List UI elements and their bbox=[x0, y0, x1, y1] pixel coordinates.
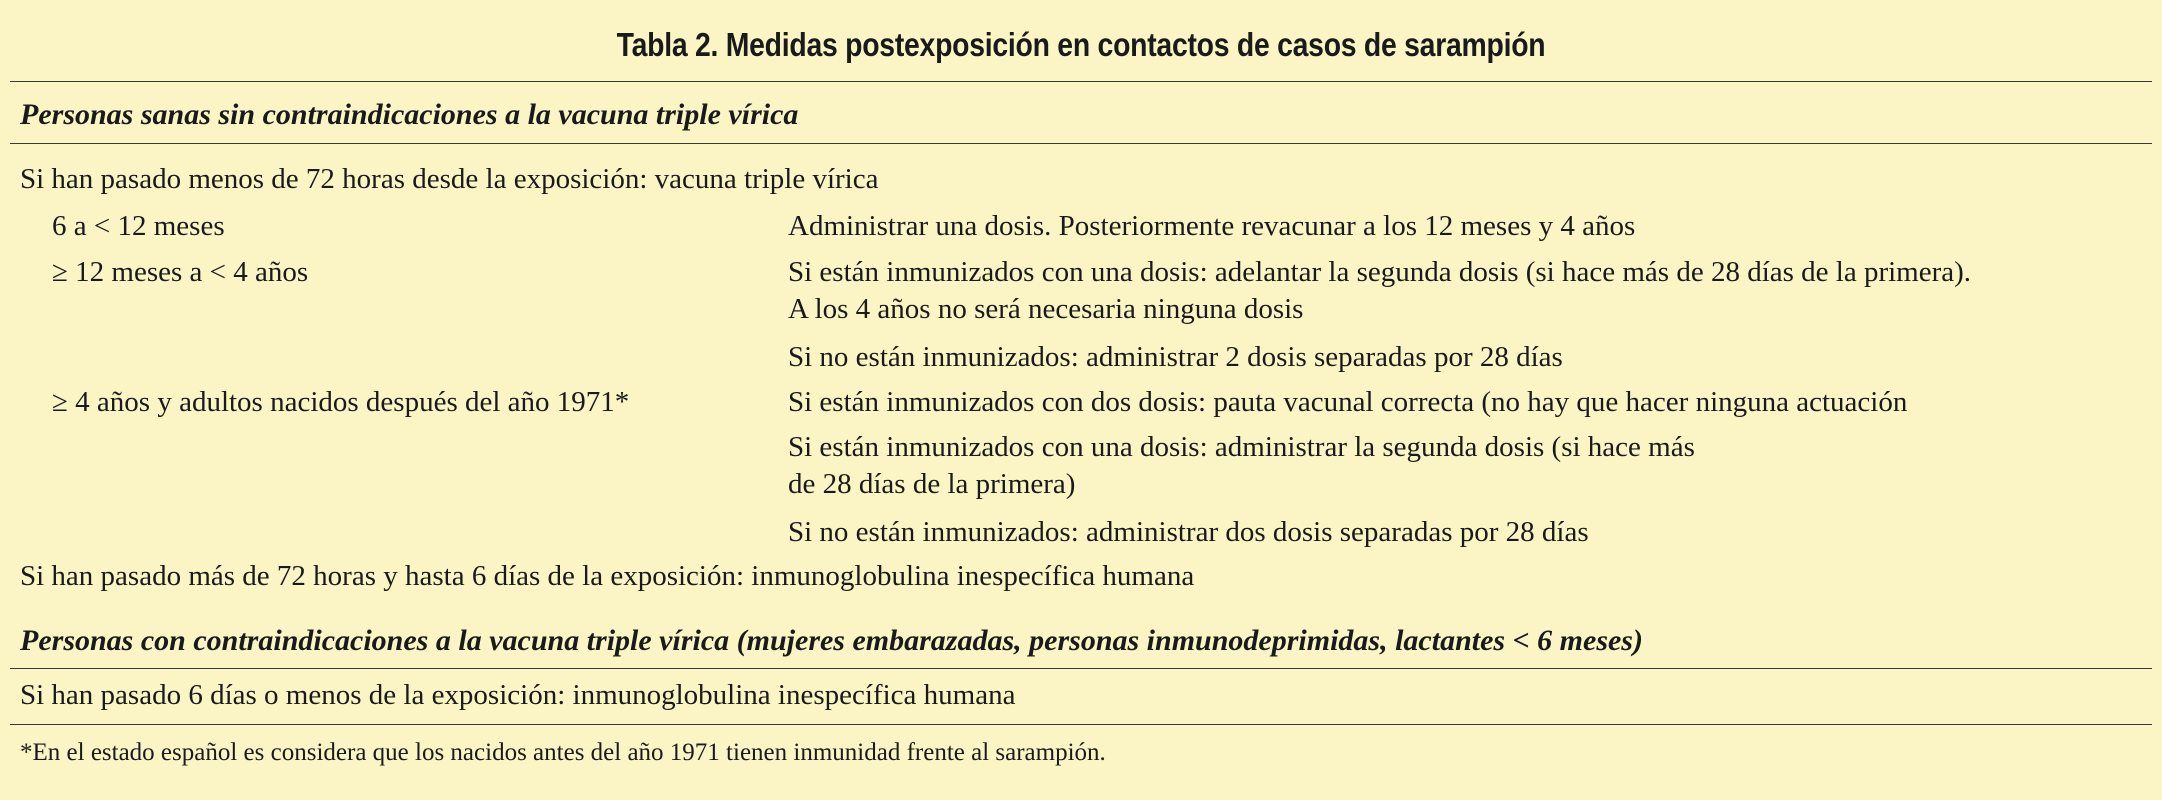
measure-text: A los 4 años no será necesaria ninguna dosis bbox=[788, 293, 1304, 325]
measure-text: Administrar una dosis. Posteriormente revacunar a los 12 meses y 4 años bbox=[788, 210, 1636, 242]
age-group-label: ≥ 12 meses a < 4 años bbox=[52, 256, 309, 288]
divider bbox=[10, 724, 2152, 725]
section-header-healthy: Personas sanas sin contraindicaciones a la vacuna triple vírica bbox=[20, 98, 799, 131]
divider bbox=[10, 143, 2152, 144]
measure-text: Si están inmunizados con dos dosis: pauta vacunal correcta (no hay que hacer ninguna actuación bbox=[788, 386, 1908, 418]
divider bbox=[10, 81, 2152, 82]
section-header-contraindications: Personas con contraindicaciones a la vacuna triple vírica (mujeres embarazadas, personas inmunodeprimidas, lactantes < 6 meses) bbox=[20, 624, 1643, 657]
footnote: *En el estado español es considera que los nacidos antes del año 1971 tienen inmunidad frente al sarampión. bbox=[20, 739, 1106, 766]
divider bbox=[10, 668, 2152, 669]
measure-text: Si no están inmunizados: administrar dos dosis separadas por 28 días bbox=[788, 516, 1589, 548]
outro-text: Si han pasado más de 72 horas y hasta 6 días de la exposición: inmunoglobulina inespecífica humana bbox=[20, 560, 1195, 592]
section2-text: Si han pasado 6 días o menos de la exposición: inmunoglobulina inespecífica humana bbox=[20, 679, 1016, 711]
measure-text: Si están inmunizados con una dosis: adelantar la segunda dosis (si hace más de 28 días de la primera). bbox=[788, 256, 1972, 288]
table-title: Tabla 2. Medidas postexposición en contactos de casos de sarampión bbox=[616, 26, 1546, 63]
measure-text: Si no están inmunizados: administrar 2 dosis separadas por 28 días bbox=[788, 341, 1563, 373]
intro-text: Si han pasado menos de 72 horas desde la exposición: vacuna triple vírica bbox=[20, 163, 879, 195]
measure-text: Si están inmunizados con una dosis: administrar la segunda dosis (si hace más bbox=[788, 431, 1695, 463]
age-group-label: 6 a < 12 meses bbox=[52, 210, 225, 242]
age-group-label: ≥ 4 años y adultos nacidos después del año 1971* bbox=[52, 386, 630, 418]
measure-text: de 28 días de la primera) bbox=[788, 468, 1076, 500]
